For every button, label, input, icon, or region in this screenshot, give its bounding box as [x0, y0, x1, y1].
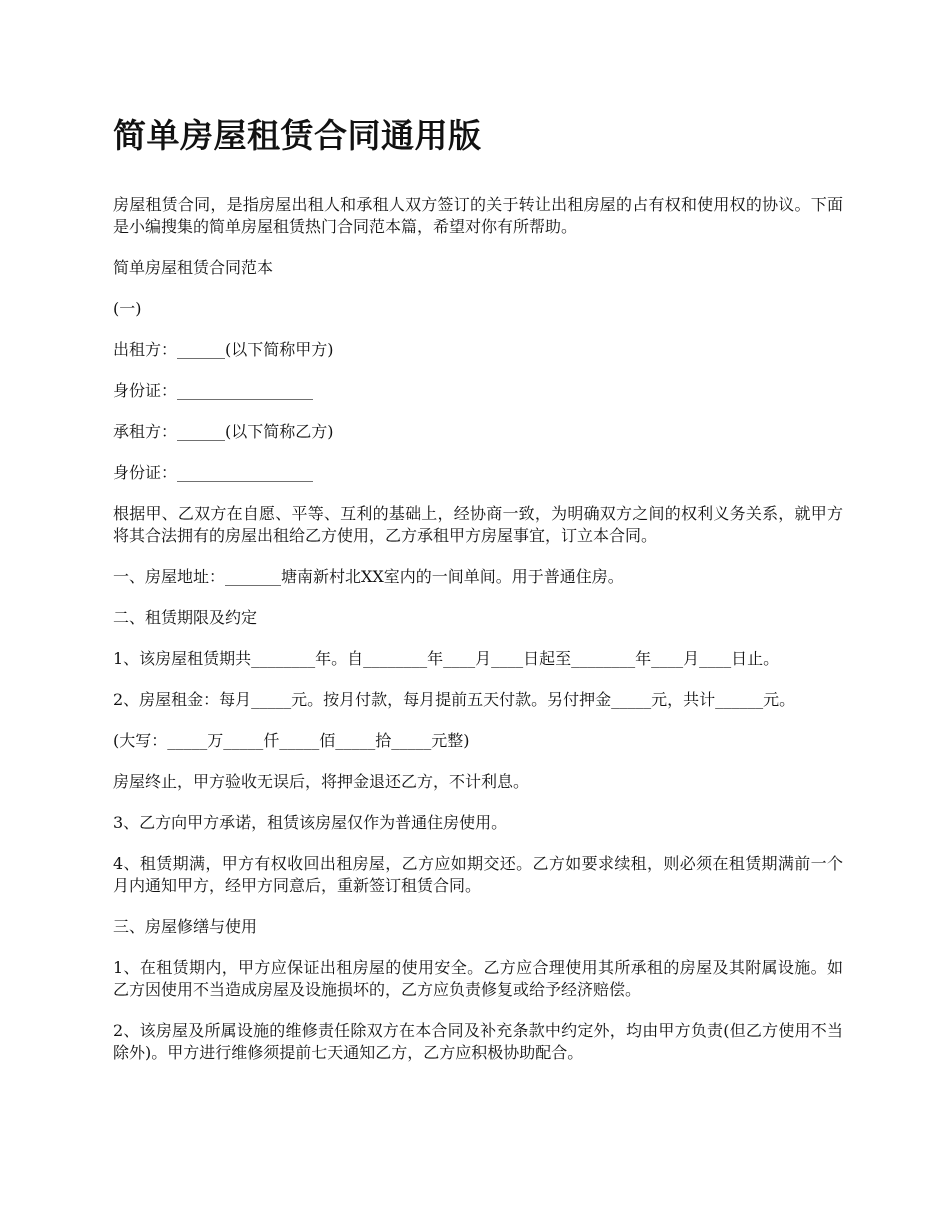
lessor-id-field: 身份证：_________________: [113, 381, 314, 400]
clause-repair-responsibility: 2、该房屋及所属设施的维修责任除双方在本合同及补充条款中约定外，均由甲方负责(但乙方使用不当除外)。甲方进行维修须提前七天通知乙方，乙方应积极协助配合。: [113, 1021, 843, 1062]
clause-address: 一、房屋地址：_______塘南新村北XX室内的一间单间。用于普通住房。: [113, 567, 624, 586]
clause-renewal: 4、租赁期满，甲方有权收回出租房屋，乙方应如期交还。乙方如要求续租，则必须在租赁期满前一个月内通知甲方，经甲方同意后，重新签订租赁合同。: [113, 854, 843, 895]
clause-rent-capital: (大写：_____万_____仟_____佰_____拾_____元整): [113, 731, 470, 750]
document-title: 简单房屋租赁合同通用版: [113, 116, 482, 155]
clause-repair-safety: 1、在租赁期内，甲方应保证出租房屋的使用安全。乙方应合理使用其所承租的房屋及其附属设施。如乙方因使用不当造成房屋及设施损坏的，乙方应负责修复或给予经济赔偿。: [113, 958, 843, 999]
preamble-paragraph: 根据甲、乙双方在自愿、平等、互利的基础上，经协商一致，为明确双方之间的权利义务关系，就甲方将其合法拥有的房屋出租给乙方使用，乙方承租甲方房屋事宜，订立本合同。: [113, 504, 843, 545]
clause-term-heading: 二、租赁期限及约定: [113, 608, 258, 627]
clause-repair-heading: 三、房屋修缮与使用: [113, 917, 258, 936]
clause-usage-promise: 3、乙方向甲方承诺，租赁该房屋仅作为普通住房使用。: [113, 813, 508, 832]
intro-paragraph: 房屋租赁合同，是指房屋出租人和承租人双方签订的关于转让出租房屋的占有权和使用权的协议。下面是小编搜集的简单房屋租赁热门合同范本篇，希望对你有所帮助。: [113, 195, 843, 236]
clause-term-period: 1、该房屋租赁期共________年。自________年____月____日起至________年____月____日止。: [113, 649, 780, 668]
section-number: (一): [113, 299, 142, 318]
lessee-field: 承租方：______(以下简称乙方): [113, 422, 334, 441]
lessor-field: 出租方：______(以下简称甲方): [113, 340, 334, 359]
template-heading: 简单房屋租赁合同范本: [113, 258, 274, 277]
document-page: [113, 112, 843, 1083]
lessee-id-field: 身份证：_________________: [113, 463, 314, 482]
clause-rent: 2、房屋租金：每月_____元。按月付款，每月提前五天付款。另付押金_____元，共计______元。: [113, 690, 796, 709]
clause-deposit-refund: 房屋终止，甲方验收无误后，将押金退还乙方，不计利息。: [113, 772, 530, 791]
